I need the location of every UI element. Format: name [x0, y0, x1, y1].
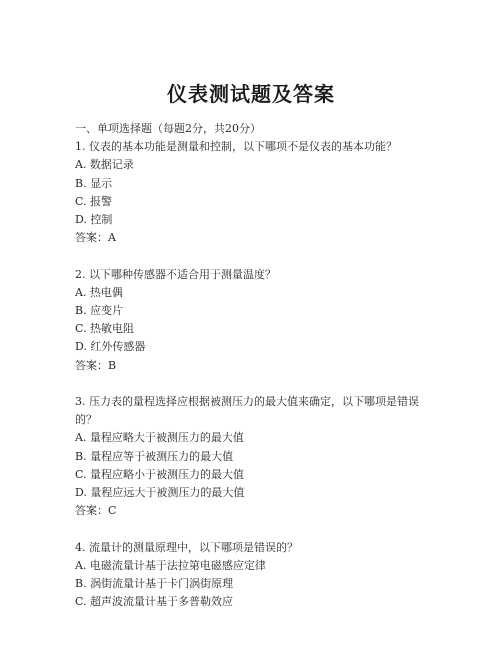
- question-text: 2. 以下哪种传感器不适合用于测量温度？: [75, 267, 276, 281]
- spacer: [75, 247, 435, 265]
- option-item: A. 电磁流量计基于法拉第电磁感应定律: [75, 558, 266, 572]
- option-item: A. 量程应略大于被测压力的最大值: [75, 431, 244, 445]
- option-item: B. 显示: [75, 176, 113, 190]
- document-title: 仪表测试题及答案: [167, 82, 335, 106]
- option-item: C. 量程应略小于被测压力的最大值: [75, 467, 245, 481]
- option-item: A. 数据记录: [75, 158, 134, 172]
- question-text: 3. 压力表的量程选择应根据被测压力的最大值来确定，以下哪项是错误的？: [75, 395, 419, 427]
- document-body: [75, 120, 435, 611]
- option-item: A. 热电偶: [75, 285, 123, 299]
- spacer: [75, 375, 435, 393]
- option-item: C. 热敏电阻: [75, 322, 135, 336]
- option-item: D. 红外传感器: [75, 340, 146, 354]
- answer-text: 答案：C: [75, 504, 117, 518]
- option-item: B. 量程应等于被测压力的最大值: [75, 449, 234, 463]
- option-item: D. 控制: [75, 213, 113, 227]
- question-text: 4. 流量计的测量原理中，以下哪项是错误的？: [75, 540, 298, 554]
- question-text: 1. 仪表的基本功能是测量和控制，以下哪项不是仪表的基本功能？: [75, 140, 397, 154]
- spacer: [75, 520, 435, 538]
- option-item: B. 应变片: [75, 304, 124, 318]
- option-item: C. 超声波流量计基于多普勒效应: [75, 595, 234, 609]
- answer-text: 答案：B: [75, 358, 117, 372]
- option-item: B. 涡街流量计基于卡门涡街原理: [75, 577, 234, 591]
- section-heading: 一、单项选择题（每题2分，共20分）: [75, 122, 261, 135]
- option-item: D. 量程应远大于被测压力的最大值: [75, 486, 245, 500]
- answer-text: 答案：A: [75, 231, 116, 245]
- option-item: C. 报警: [75, 194, 113, 208]
